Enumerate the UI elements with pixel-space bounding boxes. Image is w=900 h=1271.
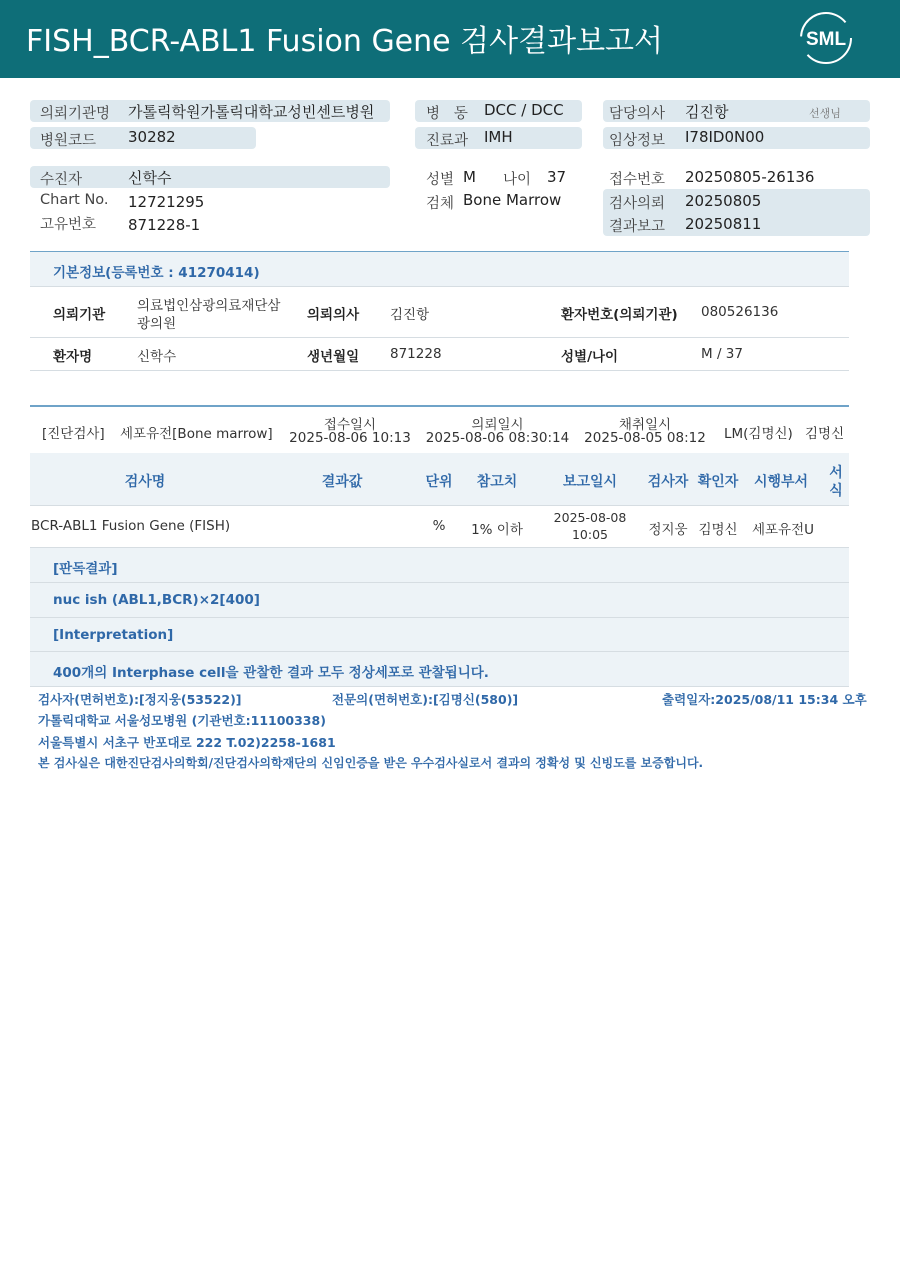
- interpretation-text: 400개의 Interphase cell을 관찰한 결과 모두 정상세포로 관찰됩니다.: [53, 665, 489, 681]
- receipt-time-label: 접수일시: [323, 417, 377, 433]
- row-report-date: 2025-08-08: [553, 510, 627, 525]
- basic-divider-1: [30, 286, 849, 287]
- footer-hospital: 가톨릭대학교 서울성모병원 (기관번호:11100338): [38, 713, 326, 728]
- th-result: 결과값: [321, 474, 363, 490]
- clinical-info-label: 임상정보: [609, 133, 666, 149]
- department-value: IMH: [484, 128, 513, 146]
- th-confirmer: 확인자: [697, 474, 739, 490]
- lm-label: LM(김명신): [724, 426, 793, 442]
- exam-top-line: [30, 405, 849, 407]
- patient-value: 신학수: [128, 169, 172, 187]
- sml-logo: [798, 10, 854, 66]
- specimen-value: Bone Marrow: [463, 191, 562, 209]
- collect-time-value: 2025-08-05 08:12: [584, 430, 706, 446]
- th-form-2: 식: [829, 483, 843, 499]
- unique-label: 고유번호: [40, 217, 97, 233]
- row-unit: %: [432, 518, 446, 534]
- patient-no-value: 080526136: [701, 304, 779, 320]
- lm-name: 김명신: [805, 426, 845, 442]
- birth-label: 생년월일: [307, 349, 360, 365]
- doctor-value: 김진항: [685, 103, 729, 121]
- request-time-label: 의뢰일시: [471, 417, 524, 433]
- th-department: 시행부서: [753, 474, 809, 490]
- inst-value-line1: 의료법인삼광의료재단삼: [137, 298, 281, 314]
- ward-value: DCC / DCC: [484, 101, 564, 119]
- request-date-label: 검사의뢰: [609, 196, 666, 212]
- chart-value: 12721295: [128, 193, 205, 211]
- sexage-value: M / 37: [701, 346, 743, 362]
- institution-value: 가톨릭학원가톨릭대학교성빈센트병원: [128, 103, 375, 121]
- footer-print-date: 출력일자:2025/08/11 15:34 오후: [662, 692, 867, 707]
- findings-divider-4: [30, 686, 849, 687]
- basic-divider-3: [30, 370, 849, 371]
- basic-info-title: 기본정보(등록번호 : 41270414): [53, 265, 260, 281]
- findings-divider-3: [30, 651, 849, 652]
- doctor-label: 담당의사: [609, 106, 666, 122]
- sexage-label: 성별/나이: [561, 349, 619, 365]
- institution-label: 의뢰기관명: [40, 106, 111, 122]
- inst-value-line2: 광의원: [137, 316, 177, 332]
- table-header-divider: [30, 505, 849, 506]
- report-date-label: 결과보고: [609, 219, 666, 235]
- row-confirmer: 김명신: [698, 522, 738, 538]
- age-label: 나이: [503, 172, 532, 188]
- reading-title: [판독결과]: [53, 561, 118, 577]
- interpretation-title: [Interpretation]: [53, 627, 174, 643]
- patient-no-label: 환자번호(의뢰기관): [561, 307, 678, 323]
- row-report-time: 10:05: [571, 527, 609, 542]
- receipt-time-value: 2025-08-06 10:13: [289, 430, 411, 446]
- th-reference: 참고치: [476, 474, 518, 490]
- ward-label: 병 동: [426, 106, 468, 122]
- req-doctor-label: 의뢰의사: [307, 307, 360, 323]
- footer-specialist: 전문의(면허번호):[김명신(580)]: [332, 692, 519, 707]
- patient-row-bg: [30, 166, 390, 188]
- doctor-suffix: 선생님: [809, 107, 841, 120]
- basic-divider-2: [30, 337, 849, 338]
- th-tester: 검사자: [647, 474, 689, 490]
- receipt-no-label: 접수번호: [609, 172, 666, 188]
- request-date-value: 20250805: [685, 192, 762, 210]
- row-test-name: BCR-ABL1 Fusion Gene (FISH): [31, 518, 231, 534]
- request-time-value: 2025-08-06 08:30:14: [425, 430, 570, 446]
- th-form-1: 서: [829, 465, 843, 481]
- req-doctor-value: 김진항: [390, 307, 430, 323]
- clinical-info-value: I78ID0N00: [685, 128, 765, 146]
- row-reference: 1% 이하: [471, 522, 523, 538]
- department-label: 진료과: [426, 133, 469, 149]
- report-title: FISH_BCR-ABL1 Fusion Gene 검사결과보고서: [26, 24, 664, 59]
- patient-name-label: 환자명: [53, 349, 93, 365]
- row-department: 세포유전U: [751, 522, 815, 538]
- footer-tester: 검사자(면허번호):[정지웅(53522)]: [38, 692, 242, 707]
- patient-name-value: 신학수: [137, 349, 177, 365]
- sex-value: M: [463, 168, 476, 186]
- sex-label: 성별: [426, 172, 455, 188]
- exam-specimen: 세포유전[Bone marrow]: [120, 426, 273, 442]
- exam-category: [진단검사]: [42, 426, 105, 442]
- collect-time-label: 채취일시: [618, 417, 672, 433]
- patient-label: 수진자: [40, 172, 83, 188]
- hospital-code-label: 병원코드: [40, 133, 97, 149]
- footer-address: 서울특별시 서초구 반포대로 222 T.02)2258-1681: [38, 735, 336, 750]
- karyotype-result: nuc ish (ABL1,BCR)×2[400]: [53, 592, 260, 608]
- age-value: 37: [547, 168, 567, 186]
- th-report-time: 보고일시: [562, 474, 618, 490]
- footer-certification: 본 검사실은 대한진단검사의학회/진단검사의학재단의 신임인증을 받은 우수검사실로서 결과의 정확성 및 신빙도를 보증합니다.: [38, 756, 704, 770]
- th-unit: 단위: [425, 474, 453, 490]
- report-date-value: 20250811: [685, 215, 762, 233]
- row-tester: 정지웅: [648, 522, 688, 538]
- logo-text: SML: [805, 29, 847, 50]
- findings-divider-1: [30, 582, 849, 583]
- receipt-no-value: 20250805-26136: [685, 168, 815, 186]
- chart-label: Chart No.: [40, 192, 109, 208]
- findings-divider-2: [30, 617, 849, 618]
- th-test-name: 검사명: [124, 474, 166, 490]
- inst-label: 의뢰기관: [53, 307, 106, 323]
- unique-value: 871228-1: [128, 216, 201, 234]
- hospital-code-value: 30282: [128, 128, 176, 146]
- birth-value: 871228: [390, 346, 442, 362]
- specimen-label: 검체: [426, 196, 455, 212]
